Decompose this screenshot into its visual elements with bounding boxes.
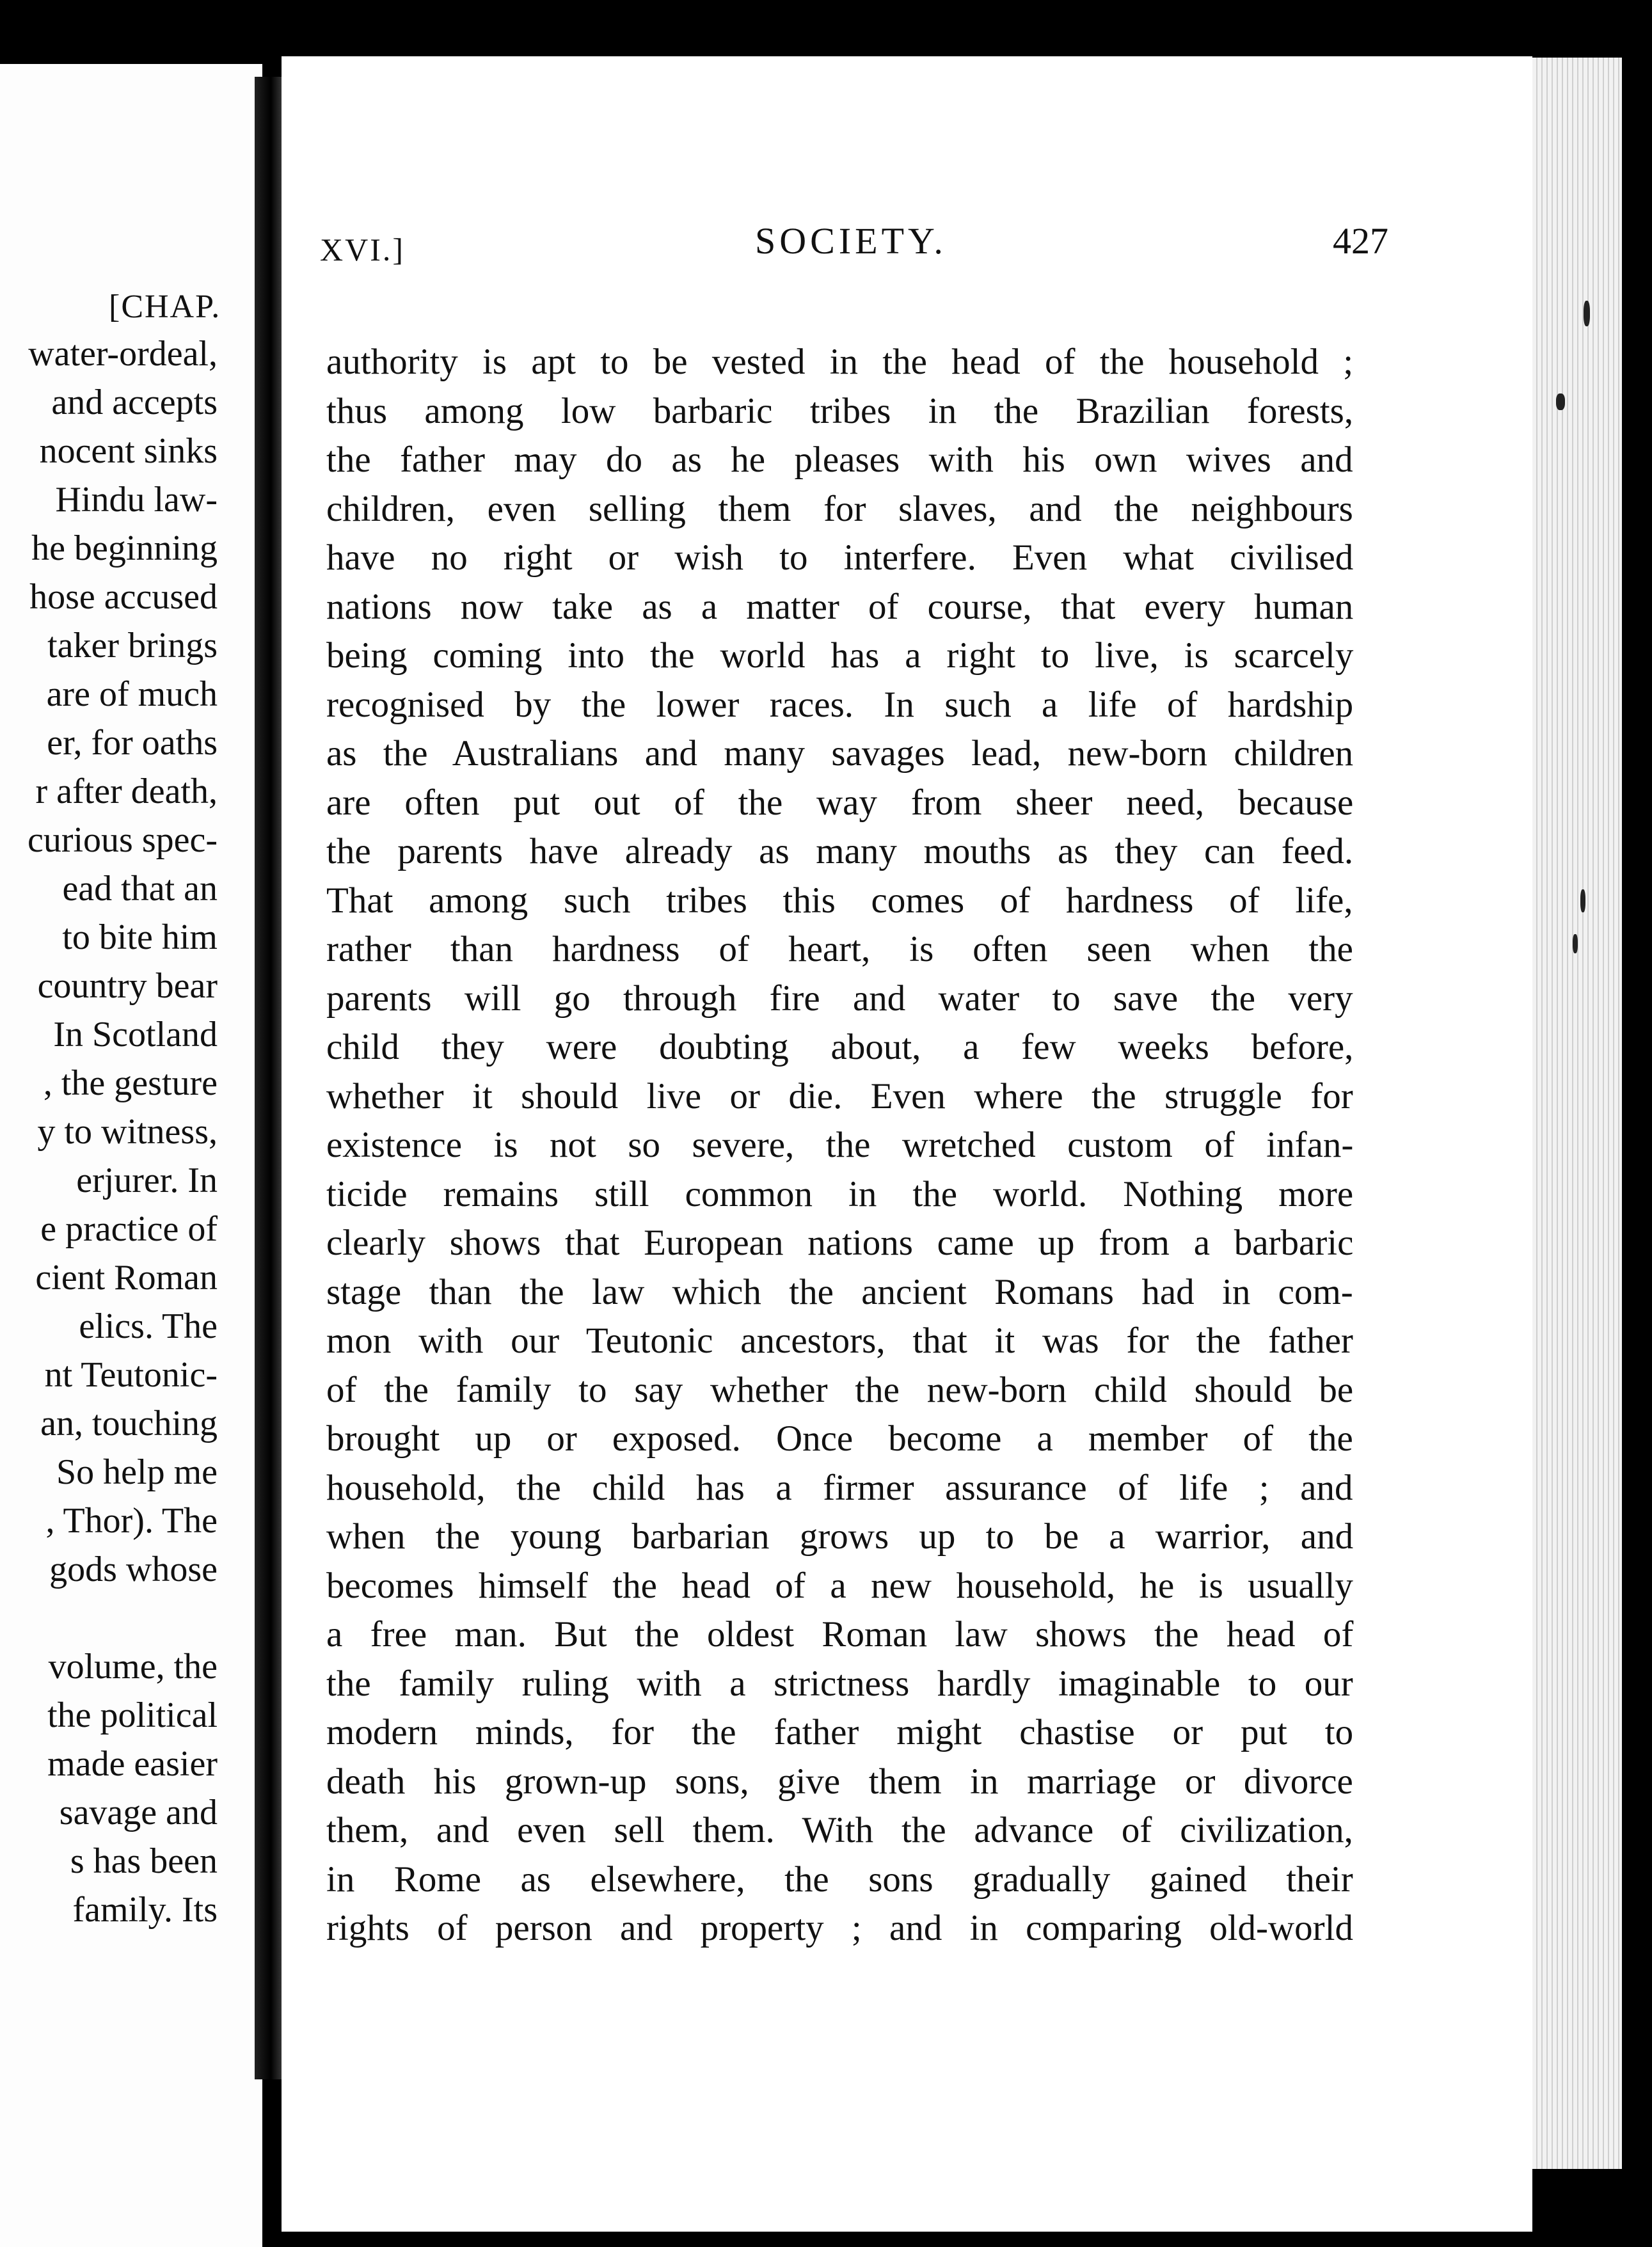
text-line: rights of person and property ; and in comparing old-world (326, 1908, 1353, 1948)
text-line: death his grown-up sons, give them in marriage or divorce (326, 1761, 1353, 1802)
left-text-line: an, touching (40, 1404, 218, 1443)
text-line: whether it should live or die. Even where the struggle for (326, 1076, 1353, 1116)
left-text-line: made easier (47, 1744, 218, 1784)
scan-speck (1584, 301, 1590, 326)
left-text-line: , Thor). The (45, 1501, 218, 1541)
left-text-line: So help me (56, 1452, 218, 1492)
text-line: stage than the law which the ancient Romans had in com- (326, 1271, 1353, 1312)
left-text-line: the political (47, 1695, 218, 1735)
left-text-line: r after death, (35, 772, 218, 811)
left-text-line: e practice of (40, 1209, 218, 1249)
left-text-line: country bear (37, 966, 218, 1006)
left-running-head: [CHAP. (109, 289, 221, 325)
text-line: household, the child has a firmer assurance of life ; and (326, 1467, 1353, 1508)
text-line: recognised by the lower races. In such a life of hardship (326, 684, 1354, 725)
left-text-line: cient Roman (35, 1258, 218, 1298)
left-text-line: are of much (46, 674, 218, 714)
text-line: the father may do as he pleases with his own wives and (326, 440, 1353, 480)
left-text-line: erjurer. In (76, 1161, 218, 1200)
left-text-line: , the gesture (43, 1063, 218, 1103)
left-text-line: nt Teutonic- (44, 1355, 218, 1395)
text-line: brought up or exposed. Once become a member of the (326, 1418, 1353, 1459)
left-text-line: ead that an (62, 869, 218, 909)
page-edges (1532, 58, 1622, 2169)
left-text-line: y to witness, (37, 1112, 218, 1152)
left-text-line: nocent sinks (39, 431, 218, 471)
scan-speck (1573, 934, 1578, 953)
chapter-marker: XVI.] (320, 232, 406, 267)
text-line: a free man. But the oldest Roman law shows the head of (326, 1614, 1354, 1655)
right-page (282, 56, 1532, 2232)
left-text-line: elics. The (79, 1306, 218, 1346)
text-line: the parents have already as many mouths as they can feed. (326, 831, 1354, 871)
text-line: of the family to say whether the new-born child should be (326, 1369, 1354, 1410)
left-facing-page (0, 64, 262, 2247)
left-text-line: Hindu law- (55, 480, 218, 520)
left-text-line: and accepts (51, 383, 218, 422)
text-line: them, and even sell them. With the advance of civilization, (326, 1810, 1353, 1850)
text-line: thus among low barbaric tribes in the Brazilian forests, (326, 390, 1354, 431)
text-line: nations now take as a matter of course, that every human (326, 586, 1354, 627)
left-text-line: curious spec- (27, 820, 218, 860)
text-line: child they were doubting about, a few weeks before, (326, 1027, 1354, 1067)
text-line: clearly shows that European nations came up from a barbaric (326, 1223, 1354, 1263)
left-text-line: In Scotland (53, 1015, 218, 1054)
left-text-line: family. Its (72, 1890, 218, 1930)
text-line: as the Australians and many savages lead, new-born children (326, 733, 1354, 774)
text-line: parents will go through fire and water to save the very (326, 978, 1353, 1019)
text-line: have no right or wish to interfere. Even what civilised (326, 537, 1354, 578)
body-text (326, 338, 1353, 1953)
text-line: ticide remains still common in the world. Nothing more (326, 1173, 1354, 1214)
left-text-line: s has been (70, 1841, 218, 1881)
left-text-line: taker brings (47, 626, 218, 665)
page-number: 427 (1333, 220, 1388, 262)
page-title: SOCIETY. (755, 220, 947, 262)
left-text-line: water-ordeal, (28, 334, 218, 374)
left-text-line: to bite him (62, 917, 218, 957)
left-text-line (0, 1594, 218, 1642)
running-head (320, 219, 1388, 271)
left-text-line: hose accused (29, 577, 218, 617)
text-line: being coming into the world has a right to live, is scarcely (326, 635, 1354, 676)
text-line: becomes himself the head of a new household, he is usually (326, 1565, 1353, 1606)
text-line: in Rome as elsewhere, the sons gradually gained their (326, 1859, 1353, 1900)
left-text-line: volume, the (48, 1647, 218, 1687)
text-line: when the young barbarian grows up to be a warrior, and (326, 1516, 1354, 1557)
text-line: the family ruling with a strictness hardly imaginable to our (326, 1663, 1353, 1704)
text-line: That among such tribes this comes of hardness of life, (326, 880, 1353, 921)
left-text-line: savage and (59, 1793, 218, 1832)
text-line: modern minds, for the father might chastise or put to (326, 1712, 1354, 1752)
left-text-line: er, for oaths (47, 723, 218, 763)
text-line: children, even selling them for slaves, and the neighbours (326, 488, 1353, 529)
text-line: existence is not so severe, the wretched custom of infan- (326, 1125, 1354, 1165)
text-line: mon with our Teutonic ancestors, that it was for the father (326, 1321, 1353, 1361)
left-page-text (0, 330, 218, 1934)
text-line: are often put out of the way from sheer need, because (326, 782, 1354, 823)
book-gutter (255, 77, 282, 2079)
left-text-line: he beginning (31, 528, 218, 568)
text-line: authority is apt to be vested in the head of the household ; (326, 342, 1354, 382)
left-text-line: gods whose (49, 1550, 218, 1589)
scan-speck (1556, 393, 1565, 410)
text-line: rather than hardness of heart, is often seen when the (326, 929, 1353, 969)
scan-speck (1580, 889, 1585, 912)
